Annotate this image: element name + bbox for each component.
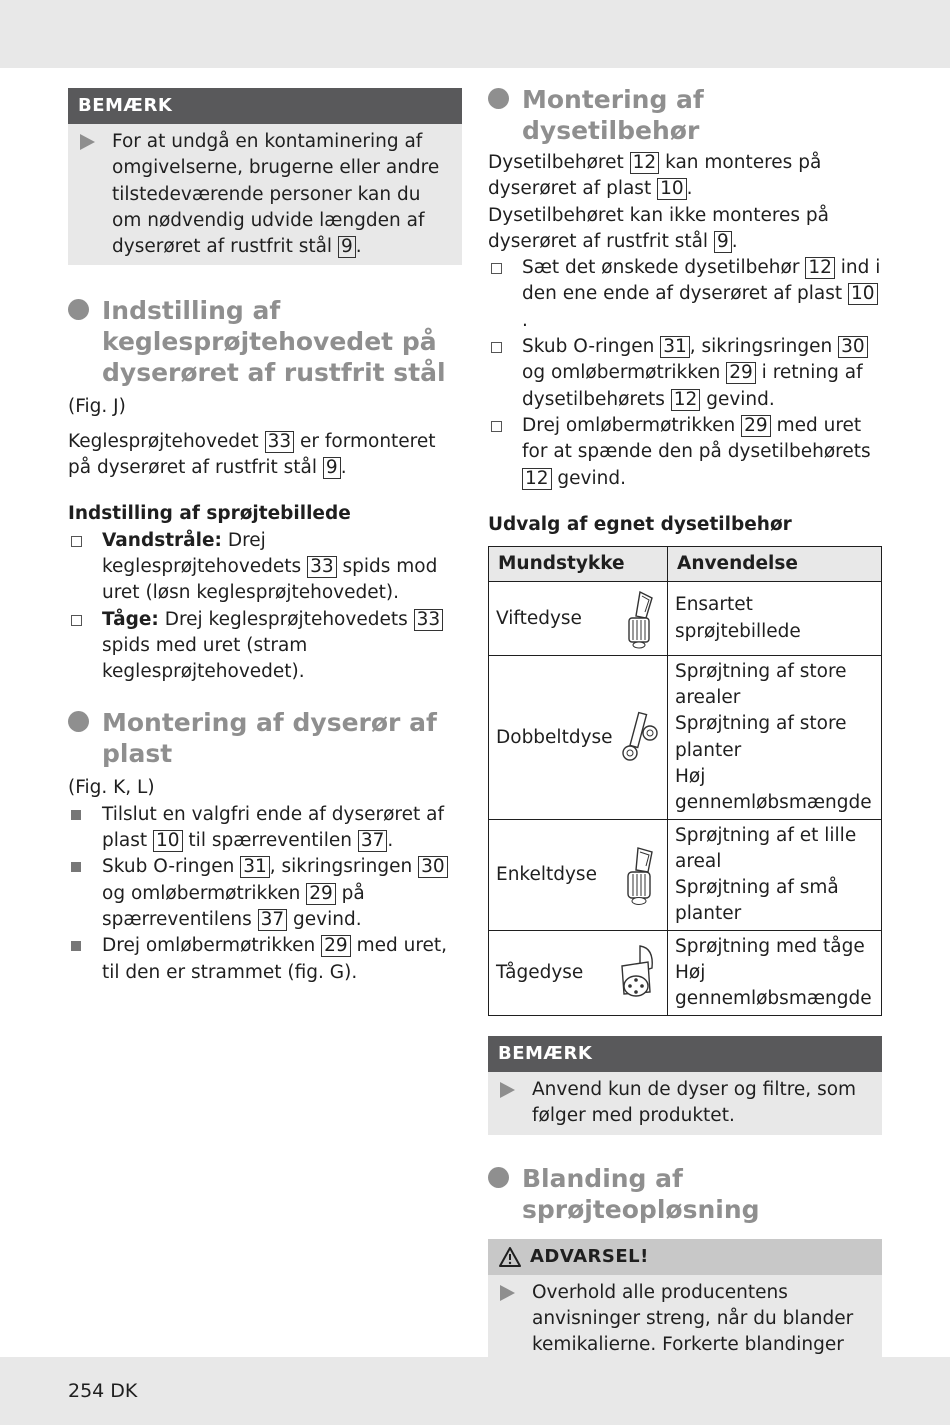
warning-title: ADVARSEL! — [488, 1239, 882, 1275]
ref-number: 10 — [153, 830, 183, 852]
section-title: Montering af dysetilbehør — [488, 84, 882, 146]
ref-number: 12 — [630, 152, 660, 174]
ref-number: 33 — [414, 609, 444, 631]
warning-triangle-icon — [498, 1246, 522, 1268]
list-item: Skub O-ringen 31 , sikringsringen 30 og omløbermøtrikken 29 på spærreventilens 37 gevind. — [68, 854, 462, 933]
list-item: Tilslut en valgfri ende af dyserøret af plast 10 til spærreventilen 37 . — [68, 802, 462, 855]
list-item: Vandstråle: Drej keglesprøjtehovedets 33 spids mod uret (løsn keglesprøjtehovedet). — [68, 528, 462, 607]
ref-number: 12 — [522, 468, 552, 490]
arrow-icon — [80, 134, 95, 150]
table-row: Viftedyse Ensartet sprøjtebillede — [489, 582, 882, 656]
figure-ref: (Fig. K, L) — [68, 777, 155, 799]
ref-number: 37 — [258, 909, 288, 931]
ref-number: 10 — [848, 283, 878, 305]
subheading: Indstilling af sprøjtebillede — [68, 503, 351, 525]
note-box — [68, 88, 462, 265]
ref-number: 29 — [726, 362, 756, 384]
ref-number: 29 — [306, 883, 336, 905]
checkbox-icon — [71, 536, 82, 547]
bullet-dot-icon — [488, 88, 509, 109]
list-item: Drej omløbermøtrikken 29 med uret for at spænde den på dysetilbehørets 12 gevind. — [488, 413, 882, 492]
fan-nozzle-icon — [616, 588, 660, 650]
nozzle-table — [488, 546, 882, 1016]
warning-body: Overhold alle producentens anvisninger streng, når du blander kemikalierne. Forkerte blandinger — [488, 1275, 882, 1416]
checkbox-icon — [491, 342, 502, 353]
section-title: Montering af dyserør af plast — [68, 707, 462, 769]
ref-number: 9 — [323, 457, 341, 479]
list-item: Tåge: Drej keglesprøjtehovedets 33 spids med uret (stram keglesprøjtehovedet). — [68, 607, 462, 686]
bullet-dot-icon — [68, 711, 89, 732]
arrow-icon — [500, 1285, 515, 1301]
ref-number: 9 — [714, 231, 732, 253]
single-nozzle-icon — [616, 844, 660, 906]
paragraph: Dysetilbehøret kan ikke monteres på dyserøret af rustfrit stål 9 . — [488, 204, 830, 252]
page-number: 254 DK — [68, 1380, 138, 1402]
note-title: BEMÆRK — [488, 1036, 882, 1072]
ref-number: 10 — [657, 178, 687, 200]
checkbox-icon — [491, 421, 502, 432]
square-bullet-icon — [71, 941, 81, 951]
mist-nozzle-icon — [612, 942, 660, 1004]
square-bullet-icon — [71, 862, 81, 872]
paragraph: Dysetilbehøret 12 kan monteres på dyserøret af plast 10 . — [488, 152, 822, 200]
note-body: For at undgå en kontaminering af omgivelserne, brugerne eller andre tilstedeværende personer kan du om nødvendig udvide længden af dyserøret af rustfrit stål 9 . — [68, 124, 462, 265]
checkbox-icon — [71, 615, 82, 626]
ref-number: 37 — [358, 830, 388, 852]
figure-ref: (Fig. J) — [68, 396, 126, 418]
ref-number: 9 — [338, 236, 356, 258]
note-box — [488, 1036, 882, 1135]
ref-number: 30 — [418, 856, 448, 878]
table-header-row — [489, 547, 882, 582]
note-body: Anvend kun de dyser og filtre, som følger med produktet. — [488, 1072, 882, 1135]
bullet-dot-icon — [488, 1167, 509, 1188]
section-title: Blanding af sprøjteopløsning — [488, 1163, 882, 1225]
bullet-dot-icon — [68, 299, 89, 320]
square-bullet-icon — [71, 810, 81, 820]
ref-number: 33 — [265, 431, 295, 453]
table-header-mundstykke: Mundstykke — [489, 547, 668, 582]
arrow-icon — [500, 1082, 515, 1098]
ref-number: 12 — [671, 389, 701, 411]
left-column — [68, 88, 462, 986]
ref-number: 31 — [240, 856, 270, 878]
ref-number: 29 — [741, 415, 771, 437]
table-row: Dobbeltdyse Sprøjtning af store arealer Sprøjtning af store planter Høj gennemløbsmængde — [489, 656, 882, 820]
list-item: Drej omløbermøtrikken 29 med uret, til den er strammet (fig. G). — [68, 933, 462, 986]
note-title: BEMÆRK — [68, 88, 462, 124]
bottom-band — [0, 1357, 950, 1425]
intro-paragraph: Keglesprøjtehovedet 33 er formonteret på dyserøret af rustfrit stål 9 . — [68, 430, 436, 479]
ref-number: 30 — [838, 336, 868, 358]
ref-number: 31 — [660, 336, 690, 358]
section-title: Indstilling af keglesprøjtehovedet på dyserøret af rustfrit stål — [68, 295, 462, 388]
ref-number: 12 — [805, 257, 835, 279]
table-heading: Udvalg af egnet dysetilbehør — [488, 513, 792, 535]
double-nozzle-icon — [616, 707, 660, 769]
table-row: Tågedyse Sprøjtning med tåge Høj gennemløbsmængde — [489, 931, 882, 1016]
table-header-anvendelse: Anvendelse — [668, 547, 882, 582]
top-band — [0, 0, 950, 68]
list-item: Skub O-ringen 31 , sikringsringen 30 og omløbermøtrikken 29 i retning af dysetilbehørets 12 gevind. — [488, 334, 882, 413]
right-column — [488, 84, 882, 1416]
table-row: Enkeltdyse Sprøjtning af et lille areal Sprøjtning af små planter — [489, 820, 882, 931]
list-item: Sæt det ønskede dysetilbehør 12 ind i den ene ende af dyserøret af plast 10. — [488, 255, 882, 334]
checkbox-icon — [491, 263, 502, 274]
ref-number: 33 — [307, 556, 337, 578]
ref-number: 29 — [321, 935, 351, 957]
